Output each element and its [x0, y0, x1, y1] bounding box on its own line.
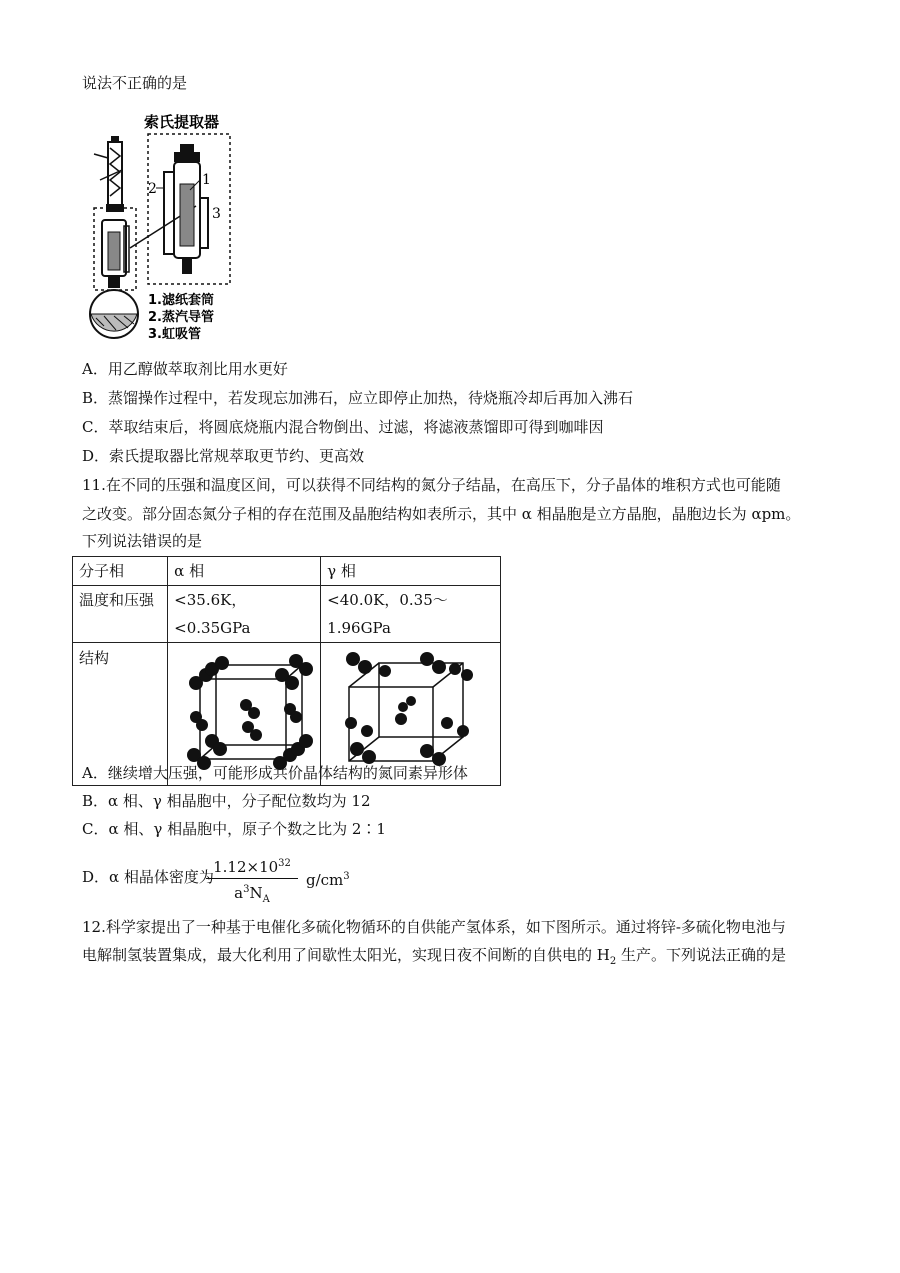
q10-option-c: C．萃取结束后，将圆底烧瓶内混合物倒出、过滤，将滤液蒸馏即可得到咖啡因 — [82, 418, 604, 436]
gamma-unit-cell-diagram — [327, 647, 487, 777]
legend-3: 3.虹吸管 — [148, 327, 201, 342]
density-unit: $g/cm^3$ — [306, 871, 350, 889]
q12-stem-line2: 电解制氢装置集成，最大化利用了间歇性太阳光，实现日夜不间断的自供电的 $H_2$ 生产。下列说法正确的是 — [82, 946, 787, 967]
q11-stem-line1: 11.在不同的压强和温度区间，可以获得不同结构的氮分子结晶，在高压下，分子晶体的堆积方式也可能随 — [82, 476, 781, 494]
fraction-denominator: $a^3N_A$ — [234, 884, 270, 905]
q10-option-a: A．用乙醇做萃取剂比用水更好 — [82, 360, 288, 378]
legend-1: 1.滤纸套筒 — [148, 293, 214, 308]
siphon-tube — [200, 198, 208, 248]
q11-option-c: C．α 相、γ 相晶胞中，原子个数之比为 2∶1 — [82, 820, 386, 838]
table-gamma-conditions: <40.0K，0.35～1.96GPa — [321, 586, 501, 643]
q10-option-b: B．蒸馏操作过程中，若发现忘加沸石，应立即停止加热，待烧瓶冷却后再加入沸石 — [82, 389, 634, 407]
table-label-conditions: 温度和压强 — [73, 586, 168, 643]
thimble — [180, 184, 194, 246]
q11-stem-line3: 下列说法错误的是 — [82, 532, 203, 550]
table-label-structure: 结构 — [73, 643, 168, 786]
q11-option-d-prefix: D．α 相晶体密度为 — [82, 868, 214, 886]
phase-table — [72, 556, 501, 786]
fraction-bar — [206, 878, 298, 879]
q11-option-a: A．继续增大压强，可能形成共价晶体结构的氮同素异形体 — [82, 764, 468, 782]
soxhlet-title: 索氏提取器 — [144, 113, 220, 131]
question-stem-tail: 说法不正确的是 — [82, 74, 188, 92]
soxhlet-extractor-figure — [84, 108, 244, 344]
table-header-gamma: γ 相 — [321, 557, 501, 586]
table-header-alpha: α 相 — [168, 557, 321, 586]
table-alpha-conditions: <35.6K，<0.35GPa — [168, 586, 321, 643]
label-2: 2 — [148, 181, 157, 197]
label-3: 3 — [212, 206, 221, 222]
table-header-phase: 分子相 — [73, 557, 168, 586]
q12-stem-line1: 12.科学家提出了一种基于电催化多硫化物循环的自供能产氢体系，如下图所示。通过将锌-多硫化物电池与 — [82, 918, 786, 936]
alpha-unit-cell-diagram — [174, 647, 314, 777]
q11-option-b: B．α 相、γ 相晶胞中，分子配位数均为 12 — [82, 792, 371, 810]
label-1: 1 — [202, 172, 211, 188]
q10-option-d: D．索氏提取器比常规萃取更节约、更高效 — [82, 447, 365, 465]
vapor-tube — [164, 172, 174, 254]
fraction-numerator: $1.12\times 10^{32}$ — [213, 858, 291, 876]
density-fraction — [206, 855, 298, 909]
q11-stem-line2: 之改变。部分固态氮分子相的存在范围及晶胞结构如表所示，其中 α 相晶胞是立方晶胞，晶胞边长为 αpm。 — [82, 505, 801, 523]
legend-2: 2.蒸汽导管 — [148, 310, 214, 325]
